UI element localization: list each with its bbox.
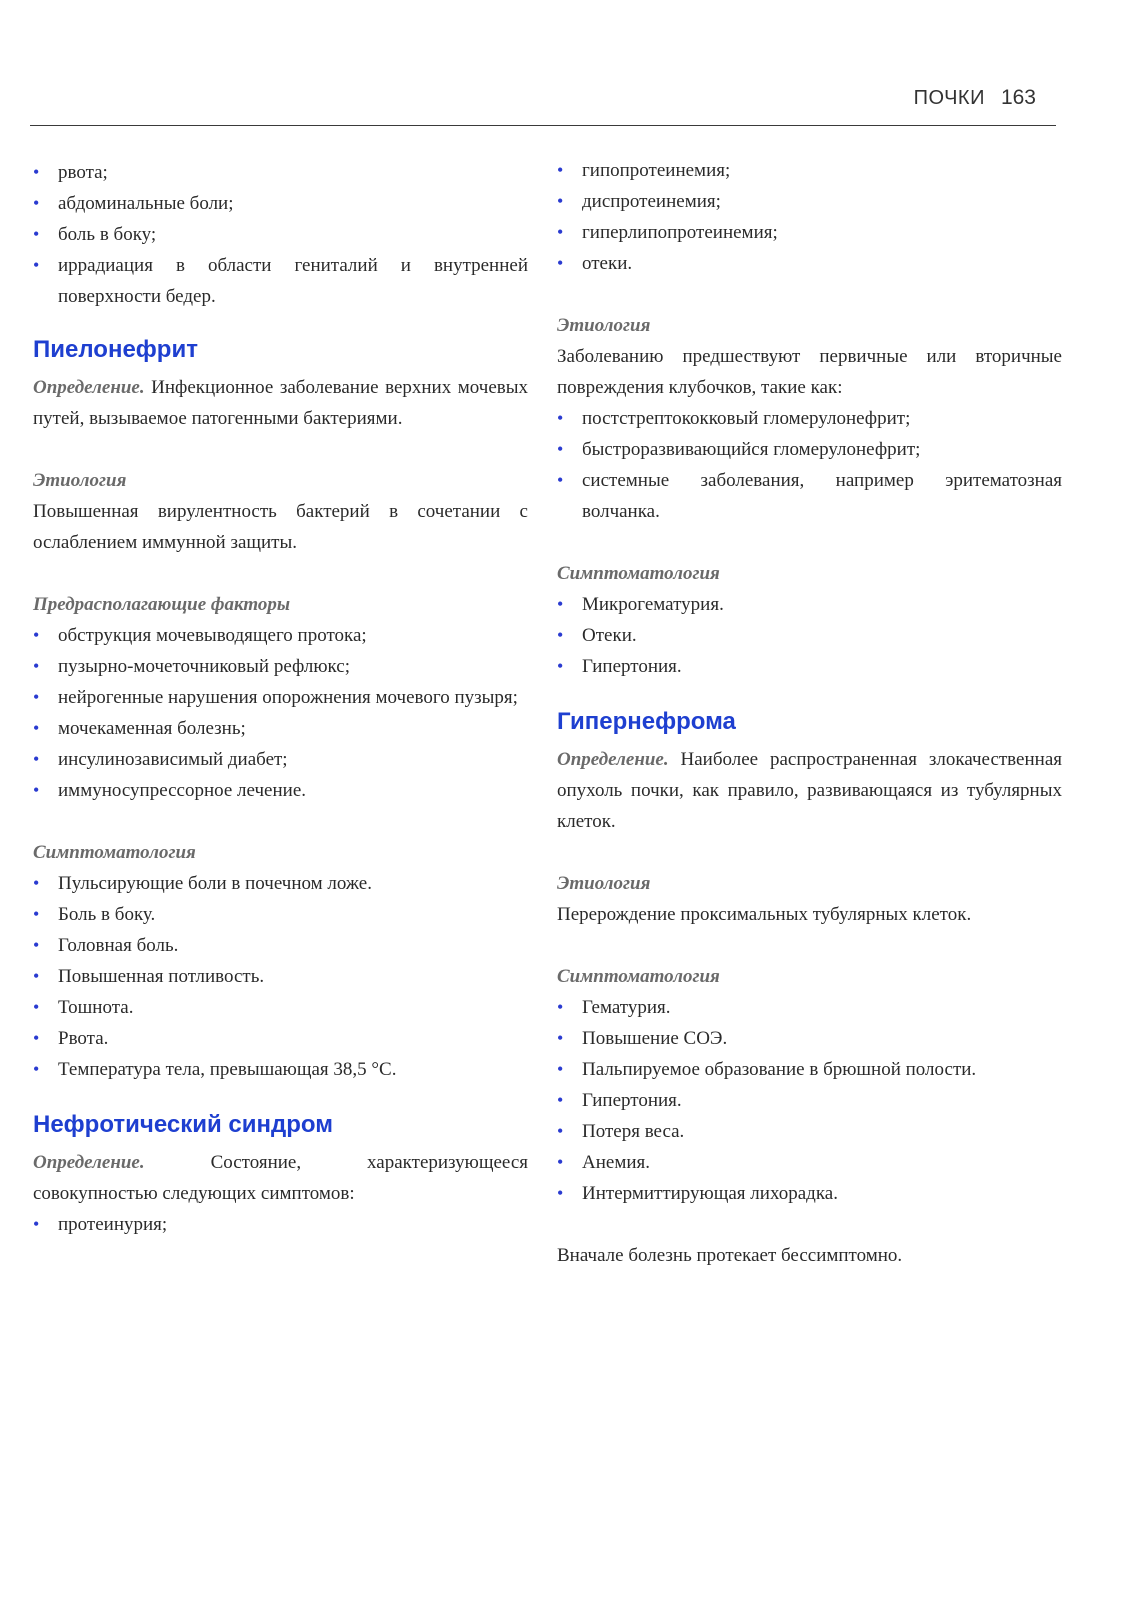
list-item: • Пульсирующие боли в почечном ложе.	[33, 868, 528, 899]
list-item: • гипопротеинемия;	[557, 155, 1062, 186]
bullet-icon: •	[557, 470, 564, 490]
section-heading-hypernephroma: Гипернефрома	[557, 708, 736, 735]
list-item: • обструкция мочевыводящего протока;	[33, 620, 528, 651]
bullet-icon: •	[33, 255, 40, 275]
section-heading-pyelonephritis: Пиелонефрит	[33, 336, 198, 363]
list-item: • гиперлипопротеинемия;	[557, 217, 1062, 248]
definition-text: Состояние, характеризующееся совокупностью следующих симптомов:	[33, 1152, 528, 1204]
list-item: • Интермиттирующая лихорадка.	[557, 1178, 1062, 1209]
bullet-icon: •	[557, 160, 564, 180]
list-item: • отеки.	[557, 248, 1062, 279]
bullet-icon: •	[33, 625, 40, 645]
definition-paragraph	[33, 1147, 528, 1209]
list-item: • Рвота.	[33, 1023, 528, 1054]
definition-text: Наиболее распространенная злокачественная опухоль почки, как правило, развивающаяся из тубулярных клеток.	[557, 749, 1062, 832]
definition-paragraph	[33, 372, 528, 434]
list-item: • Отеки.	[557, 620, 1062, 651]
bullet-icon: •	[557, 439, 564, 459]
definition-label: Определение.	[33, 377, 145, 398]
bullet-icon: •	[33, 193, 40, 213]
subheading-symptoms: Симптоматология	[33, 842, 196, 863]
bullet-icon: •	[557, 1090, 564, 1110]
bullet-icon: •	[33, 718, 40, 738]
list-item: • мочекаменная болезнь;	[33, 713, 528, 744]
list-item: • рвота;	[33, 157, 528, 188]
right-column	[557, 155, 1062, 1271]
bullet-icon: •	[33, 1028, 40, 1048]
list-item: • протеинурия;	[33, 1209, 528, 1240]
bullet-icon: •	[33, 935, 40, 955]
symptoms-list	[557, 589, 1062, 682]
bullet-icon: •	[557, 1152, 564, 1172]
definition-text: Инфекционное заболевание верхних мочевых путей, вызываемое патогенными бактериями.	[33, 377, 528, 429]
etiology-text: Заболеванию предшествуют первичные или вторичные повреждения клубочков, такие как:	[557, 346, 1062, 398]
list-item: • Анемия.	[557, 1147, 1062, 1178]
symptoms-list	[33, 868, 528, 1085]
running-head	[914, 86, 1036, 110]
list-item: • боль в боку;	[33, 219, 528, 250]
subheading-symptoms: Симптоматология	[557, 966, 720, 987]
list-item: • Головная боль.	[33, 930, 528, 961]
bullet-icon: •	[557, 594, 564, 614]
bullet-icon: •	[557, 253, 564, 273]
bullet-icon: •	[33, 873, 40, 893]
bullet-icon: •	[557, 997, 564, 1017]
list-item: • инсулинозависимый диабет;	[33, 744, 528, 775]
subheading-etiology: Этиология	[33, 470, 127, 491]
list-item: • постстрептококковый гломерулонефрит;	[557, 403, 1062, 434]
bullet-icon: •	[33, 749, 40, 769]
bullet-icon: •	[33, 780, 40, 800]
closing-note: Вначале болезнь протекает бессимптомно.	[557, 1245, 903, 1266]
subheading-symptoms: Симптоматология	[557, 563, 720, 584]
bullet-icon: •	[33, 997, 40, 1017]
factors-list	[33, 620, 528, 806]
definition-label: Определение.	[557, 749, 669, 770]
list-item: • Потеря веса.	[557, 1116, 1062, 1147]
bullet-icon: •	[557, 1059, 564, 1079]
intro-list	[33, 157, 528, 312]
list-item: • иррадиация в области гениталий и внутренней поверхности бедер.	[33, 250, 528, 312]
definition-label: Определение.	[33, 1152, 145, 1173]
bullet-icon: •	[33, 656, 40, 676]
symptoms-list	[557, 992, 1062, 1209]
list-item: • диспротеинемия;	[557, 186, 1062, 217]
nephrotic-list	[33, 1209, 528, 1240]
etiology-list	[557, 403, 1062, 527]
list-item: • Гипертония.	[557, 1085, 1062, 1116]
etiology-text: Перерождение проксимальных тубулярных клеток.	[557, 904, 972, 925]
bullet-icon: •	[557, 1028, 564, 1048]
list-item: • иммуносупрессорное лечение.	[33, 775, 528, 806]
list-item: • Боль в боку.	[33, 899, 528, 930]
list-item: • Микрогематурия.	[557, 589, 1062, 620]
left-column	[33, 157, 528, 1240]
nephrotic-list-continued	[557, 155, 1062, 279]
bullet-icon: •	[33, 224, 40, 244]
bullet-icon: •	[33, 1214, 40, 1234]
bullet-icon: •	[33, 966, 40, 986]
list-item: • Гематурия.	[557, 992, 1062, 1023]
list-item: • Температура тела, превышающая 38,5 °С.	[33, 1054, 528, 1085]
list-item: • Повышенная потливость.	[33, 961, 528, 992]
list-item: • абдоминальные боли;	[33, 188, 528, 219]
bullet-icon: •	[33, 687, 40, 707]
list-item: • Повышение СОЭ.	[557, 1023, 1062, 1054]
bullet-icon: •	[33, 162, 40, 182]
subheading-etiology: Этиология	[557, 873, 651, 894]
list-item: • быстроразвивающийся гломерулонефрит;	[557, 434, 1062, 465]
section-title: ПОЧКИ	[913, 87, 985, 109]
page-number: 163	[1000, 86, 1036, 109]
etiology-text: Повышенная вирулентность бактерий в сочетании с ослаблением иммунной защиты.	[33, 501, 528, 553]
bullet-icon: •	[33, 1059, 40, 1079]
bullet-icon: •	[557, 656, 564, 676]
bullet-icon: •	[557, 1121, 564, 1141]
bullet-icon: •	[33, 904, 40, 924]
list-item: • Пальпируемое образование в брюшной полости.	[557, 1054, 1062, 1085]
list-item: • Тошнота.	[33, 992, 528, 1023]
bullet-icon: •	[557, 408, 564, 428]
subheading-factors: Предрасполагающие факторы	[33, 594, 291, 615]
subheading-etiology: Этиология	[557, 315, 651, 336]
list-item: • нейрогенные нарушения опорожнения мочевого пузыря;	[33, 682, 528, 713]
section-heading-nephrotic: Нефротический синдром	[33, 1111, 333, 1138]
bullet-icon: •	[557, 1183, 564, 1203]
header-rule	[30, 125, 1056, 126]
definition-paragraph	[557, 744, 1062, 837]
list-item: • пузырно-мочеточниковый рефлюкс;	[33, 651, 528, 682]
bullet-icon: •	[557, 191, 564, 211]
list-item: • системные заболевания, например эритематозная волчанка.	[557, 465, 1062, 527]
list-item: • Гипертония.	[557, 651, 1062, 682]
bullet-icon: •	[557, 222, 564, 242]
bullet-icon: •	[557, 625, 564, 645]
